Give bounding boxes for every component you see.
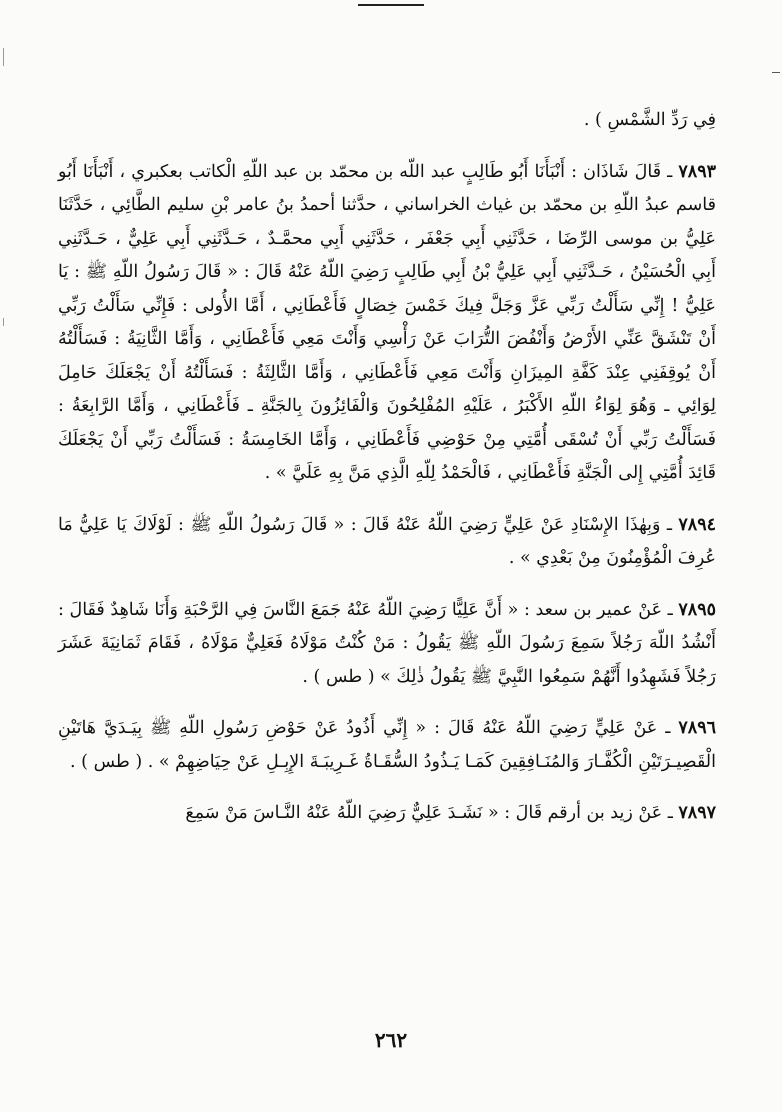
entry-7896 [58, 712, 716, 779]
intro-line: فِي رَدِّ الشَّمْسِ ) . [583, 110, 716, 130]
entry-text: ـ وَبِهٰذَا الإِسْنَادِ عَنْ عَلِيٍّ رَضِيَ اللّهُ عَنْهُ قَالَ : « قَالَ رَسُولُ اللّهِ ﷺ : لَوْلَاكَ يَا عَلِيُّ مَا عُرِفَ الْمُؤْمِنُونَ مِنْ بَعْدِي » . [58, 514, 716, 568]
entry-number: ٧٨٩٤ [678, 514, 716, 535]
page-body [58, 104, 716, 831]
entry-7897 [58, 797, 716, 831]
scan-edge-mark [772, 72, 780, 73]
top-rule [358, 4, 424, 6]
scan-edge-mark [3, 48, 4, 66]
entry-number: ٧٨٩٧ [678, 803, 716, 823]
entry-number: ٧٨٩٦ [678, 718, 716, 738]
scan-edge-mark [3, 318, 4, 326]
entry-text: ـ عَنْ عَلِيٍّ رَضِيَ اللّهُ عَنْهُ قَالَ : « إِنِّي أَذُودُ عَنْ حَوْضِ رَسُولِ اللّهِ ﷺ بِيَـدَيَّ هَاتَيْنِ الْقَصِيـرَتَيْنِ الْكُفَّـارَ وَالمُنَـافِقِينَ كَمَـا يَـذُودُ السُّقَـاةُ غَـرِيبَـةَ الإِبِـلِ عَنْ حِيَاضِهِمْ » . ( طس ) . [58, 718, 716, 772]
entry-7895 [58, 594, 716, 695]
entry-text: ـ قَالَ شَاذَان : أَنْبَأَنَا أَبُو طَالِبٍ عبد اللّه بن محمّد بن عبد اللّهِ الْكاتب بعكبري ، أَنْبَأَنَا أَبُو قاسم عبدُ اللّهِ بن محمّد بن غياث الخراساني ، حدَّثنا أحمدُ بنُ عامر بْنِ سليم الطَّائِي ، حَدَّثَنَا عَلِيُّ بن موسى الرِّضَا ، حَدَّثَنِي أَبِي جَعْفَر ، حَدَّثَنِي أَبِي محمَّـدٌ ، حَـدَّثَنِي أَبِي عَلِيٌّ ، حَـدَّثَنِي أَبِي الْحُسَيْنُ ، حَـدَّثَنِي أَبِي عَلِيُّ بْنُ أَبِي طَالِبٍ رَضِيَ اللّهُ عَنْهُ قَالَ : « قَالَ رَسُولُ اللّهِ ﷺ : يَا عَلِيُّ ! إِنِّي سَأَلْتُ رَبِّي عَزَّ وَجَلَّ فِيكَ خَمْسَ خِصَالٍ فَأَعْطَانِي ، أَمَّا الأُولى : فَإِنِّي سَأَلْتُ رَبِّي أَنْ تَنْشَقَّ عَنِّي الأَرْضُ وَأَنْفُضَ التُّرَابَ عَنْ رَأْسِي وَأَنْتَ مَعِي فَأَعْطَانِي ، وَأَمَّا الثَّانِيَةُ : فَسَأَلْتُهُ أَنْ يُوقِفَنِي عِنْدَ كَفَّةِ المِيزَانِ وَأَنْتَ مَعِي فَأَعْطَانِي ، وَأَمَّا الثَّالِثَةُ : فَسَأَلْتُهُ أَنْ يَجْعَلَكَ حَامِلَ لِوَائِي ـ وَهُوَ لِوَاءُ اللّهِ الأَكْبَرُ ، عَلَيْهِ المُفْلِحُونَ وَالْفَائِزُونَ بِالجَنَّةِ ـ فَأَعْطَانِي ، وَأَمَّا الرَّابِعَةُ : فَسَأَلْتُ رَبِّي أَنْ تُسْقَى أُمَّتِي مِنْ حَوْضِي فَأَعْطَانِي ، وَأَمَّا الخَامِسَةُ : فَسَأَلْتُ رَبِّي أَنْ يَجْعَلَكَ قَائِدَ أُمَّتِي إِلى الْجَنَّةِ فَأَعْطَانِي ، فَالْحَمْدُ لِلّهِ الَّذِي مَنَّ بِهِ عَلَيَّ » . [58, 161, 716, 483]
entry-text: ـ عَنْ عمير بن سعد : « أَنَّ عَلِيًّا رَضِيَ اللّهُ عَنْهُ جَمَعَ النَّاسَ فِي الرَّحْبَةِ وَأَنَا شَاهِدٌ فَقَالَ : أَنْشُدُ اللّهَ رَجُلاً سَمِعَ رَسُولَ اللّهِ ﷺ يَقُولُ : مَنْ كُنْتُ مَوْلَاهُ فَعَلِيٌّ مَوْلَاهُ ، فَقَامَ ثَمَانِيَةَ عَشَرَ رَجُلاً فَشَهِدُوا أَنَّهُمْ سَمِعُوا النَّبِيَّ ﷺ يَقُولُ ذٰلِكَ » ( طس ) . [58, 599, 716, 687]
entry-7893 [58, 156, 716, 491]
page-number: ٢٦٢ [374, 1028, 408, 1052]
entry-number: ٧٨٩٣ [678, 161, 716, 182]
entry-7894 [58, 509, 716, 576]
entry-text: ـ عَنْ زيد بن أرقم قَالَ : « نَشَـدَ عَلِيٌّ رَضِيَ اللّهُ عَنْهُ النَّـاسَ مَنْ سَمِعَ [185, 803, 679, 823]
entry-number: ٧٨٩٥ [678, 599, 716, 620]
